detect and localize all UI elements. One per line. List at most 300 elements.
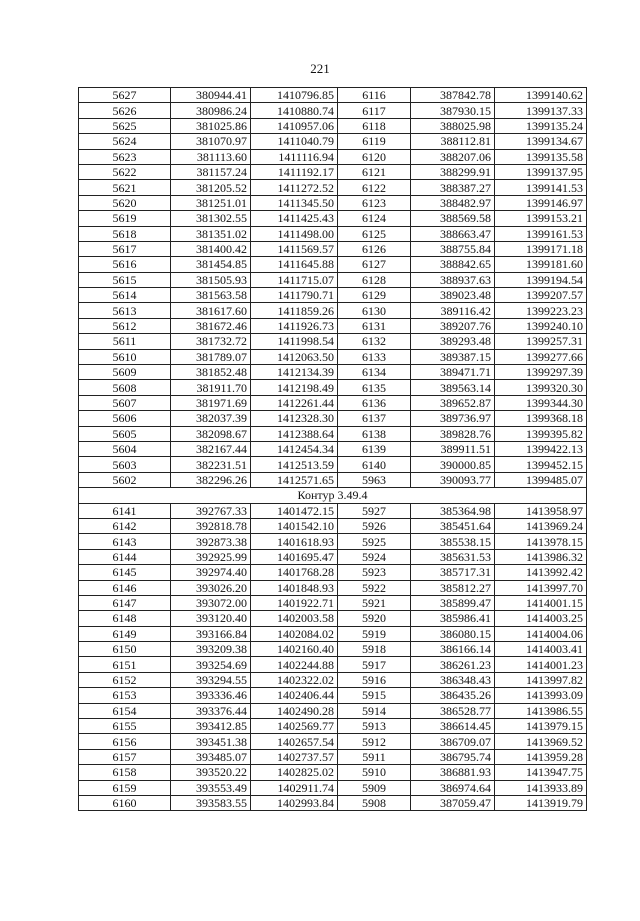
x-coordinate: 386166.14 — [411, 642, 495, 657]
point-number: 6148 — [79, 611, 171, 626]
x-coordinate: 387842.78 — [411, 88, 495, 103]
y-coordinate: 1399320.30 — [495, 380, 587, 395]
y-coordinate: 1413986.55 — [495, 703, 587, 718]
table-row — [79, 626, 587, 641]
y-coordinate: 1411645.88 — [251, 257, 338, 272]
point-number: 6134 — [338, 365, 411, 380]
table-row — [79, 349, 587, 364]
y-coordinate: 1402160.40 — [251, 642, 338, 657]
x-coordinate: 381617.60 — [171, 303, 251, 318]
point-number: 6159 — [79, 780, 171, 795]
table-row — [79, 211, 587, 226]
y-coordinate: 1399368.18 — [495, 411, 587, 426]
x-coordinate: 381971.69 — [171, 395, 251, 410]
point-number: 6120 — [338, 149, 411, 164]
point-number: 6138 — [338, 426, 411, 441]
point-number: 5610 — [79, 349, 171, 364]
y-coordinate: 1399161.53 — [495, 226, 587, 241]
point-number: 5915 — [338, 688, 411, 703]
y-coordinate: 1399207.57 — [495, 288, 587, 303]
y-coordinate: 1413969.52 — [495, 734, 587, 749]
x-coordinate: 387059.47 — [411, 795, 495, 810]
table-row — [79, 226, 587, 241]
y-coordinate: 1401618.93 — [251, 534, 338, 549]
y-coordinate: 1402657.54 — [251, 734, 338, 749]
x-coordinate: 381732.72 — [171, 334, 251, 349]
x-coordinate: 393120.40 — [171, 611, 251, 626]
x-coordinate: 393254.69 — [171, 657, 251, 672]
x-coordinate: 388112.81 — [411, 134, 495, 149]
x-coordinate: 381070.97 — [171, 134, 251, 149]
x-coordinate: 390093.77 — [411, 472, 495, 487]
x-coordinate: 389207.76 — [411, 318, 495, 333]
x-coordinate: 389293.48 — [411, 334, 495, 349]
point-number: 5911 — [338, 749, 411, 764]
y-coordinate: 1399140.62 — [495, 88, 587, 103]
point-number: 5625 — [79, 118, 171, 133]
y-coordinate: 1411859.26 — [251, 303, 338, 318]
table-row — [79, 472, 587, 487]
y-coordinate: 1414003.41 — [495, 642, 587, 657]
y-coordinate: 1399452.15 — [495, 457, 587, 472]
y-coordinate: 1399395.82 — [495, 426, 587, 441]
x-coordinate: 385986.41 — [411, 611, 495, 626]
x-coordinate: 389387.15 — [411, 349, 495, 364]
coordinates-block-1 — [79, 88, 587, 488]
point-number: 6141 — [79, 503, 171, 518]
x-coordinate: 386881.93 — [411, 765, 495, 780]
y-coordinate: 1413947.75 — [495, 765, 587, 780]
x-coordinate: 386261.23 — [411, 657, 495, 672]
point-number: 5605 — [79, 426, 171, 441]
table-row — [79, 149, 587, 164]
point-number: 5604 — [79, 441, 171, 456]
y-coordinate: 1410957.06 — [251, 118, 338, 133]
x-coordinate: 388299.91 — [411, 164, 495, 179]
x-coordinate: 381911.70 — [171, 380, 251, 395]
x-coordinate: 393520.22 — [171, 765, 251, 780]
x-coordinate: 382098.67 — [171, 426, 251, 441]
point-number: 6127 — [338, 257, 411, 272]
x-coordinate: 393412.85 — [171, 719, 251, 734]
y-coordinate: 1413978.15 — [495, 534, 587, 549]
y-coordinate: 1412571.65 — [251, 472, 338, 487]
point-number: 5609 — [79, 365, 171, 380]
y-coordinate: 1410880.74 — [251, 103, 338, 118]
table-row — [79, 426, 587, 441]
x-coordinate: 381025.86 — [171, 118, 251, 133]
page-number: 221 — [310, 61, 330, 76]
y-coordinate: 1411116.94 — [251, 149, 338, 164]
x-coordinate: 386080.15 — [411, 626, 495, 641]
y-coordinate: 1402993.84 — [251, 795, 338, 810]
x-coordinate: 381351.02 — [171, 226, 251, 241]
point-number: 5603 — [79, 457, 171, 472]
point-number: 5924 — [338, 549, 411, 564]
x-coordinate: 389911.51 — [411, 441, 495, 456]
point-number: 6126 — [338, 241, 411, 256]
x-coordinate: 393485.07 — [171, 749, 251, 764]
point-number: 6123 — [338, 195, 411, 210]
point-number: 5612 — [79, 318, 171, 333]
x-coordinate: 380986.24 — [171, 103, 251, 118]
x-coordinate: 389828.76 — [411, 426, 495, 441]
table-row — [79, 180, 587, 195]
x-coordinate: 381789.07 — [171, 349, 251, 364]
point-number: 6155 — [79, 719, 171, 734]
table-row — [79, 611, 587, 626]
y-coordinate: 1412454.34 — [251, 441, 338, 456]
y-coordinate: 1402406.44 — [251, 688, 338, 703]
x-coordinate: 389116.42 — [411, 303, 495, 318]
point-number: 6122 — [338, 180, 411, 195]
point-number: 5620 — [79, 195, 171, 210]
x-coordinate: 393072.00 — [171, 595, 251, 610]
y-coordinate: 1399223.23 — [495, 303, 587, 318]
y-coordinate: 1411498.00 — [251, 226, 338, 241]
x-coordinate: 381563.58 — [171, 288, 251, 303]
y-coordinate: 1399134.67 — [495, 134, 587, 149]
point-number: 5916 — [338, 672, 411, 687]
point-number: 6142 — [79, 518, 171, 533]
point-number: 6132 — [338, 334, 411, 349]
x-coordinate: 385538.15 — [411, 534, 495, 549]
x-coordinate: 393294.55 — [171, 672, 251, 687]
y-coordinate: 1412134.39 — [251, 365, 338, 380]
point-number: 5910 — [338, 765, 411, 780]
table-row — [79, 672, 587, 687]
y-coordinate: 1412513.59 — [251, 457, 338, 472]
x-coordinate: 386795.74 — [411, 749, 495, 764]
point-number: 5963 — [338, 472, 411, 487]
table-row — [79, 118, 587, 133]
point-number: 6151 — [79, 657, 171, 672]
x-coordinate: 386709.07 — [411, 734, 495, 749]
point-number: 5606 — [79, 411, 171, 426]
point-number: 5614 — [79, 288, 171, 303]
y-coordinate: 1411192.17 — [251, 164, 338, 179]
y-coordinate: 1401542.10 — [251, 518, 338, 533]
point-number: 6143 — [79, 534, 171, 549]
table-row — [79, 503, 587, 518]
table-row — [79, 380, 587, 395]
x-coordinate: 393336.46 — [171, 688, 251, 703]
x-coordinate: 381400.42 — [171, 241, 251, 256]
point-number: 5909 — [338, 780, 411, 795]
x-coordinate: 388387.27 — [411, 180, 495, 195]
y-coordinate: 1413993.09 — [495, 688, 587, 703]
x-coordinate: 393583.55 — [171, 795, 251, 810]
y-coordinate: 1402490.28 — [251, 703, 338, 718]
table-row — [79, 441, 587, 456]
table-row — [79, 595, 587, 610]
x-coordinate: 381672.46 — [171, 318, 251, 333]
point-number: 6135 — [338, 380, 411, 395]
point-number: 6130 — [338, 303, 411, 318]
table-row — [79, 795, 587, 810]
y-coordinate: 1412261.44 — [251, 395, 338, 410]
y-coordinate: 1399137.33 — [495, 103, 587, 118]
point-number: 5616 — [79, 257, 171, 272]
point-number: 6124 — [338, 211, 411, 226]
x-coordinate: 389563.14 — [411, 380, 495, 395]
y-coordinate: 1414001.23 — [495, 657, 587, 672]
point-number: 5615 — [79, 272, 171, 287]
x-coordinate: 388025.98 — [411, 118, 495, 133]
x-coordinate: 381205.52 — [171, 180, 251, 195]
y-coordinate: 1399171.18 — [495, 241, 587, 256]
y-coordinate: 1414003.25 — [495, 611, 587, 626]
y-coordinate: 1413919.79 — [495, 795, 587, 810]
x-coordinate: 390000.85 — [411, 457, 495, 472]
y-coordinate: 1411040.79 — [251, 134, 338, 149]
point-number: 5914 — [338, 703, 411, 718]
x-coordinate: 389736.97 — [411, 411, 495, 426]
y-coordinate: 1399485.07 — [495, 472, 587, 487]
table-row — [79, 642, 587, 657]
y-coordinate: 1413992.42 — [495, 565, 587, 580]
x-coordinate: 393209.38 — [171, 642, 251, 657]
point-number: 5912 — [338, 734, 411, 749]
y-coordinate: 1399422.13 — [495, 441, 587, 456]
x-coordinate: 393376.44 — [171, 703, 251, 718]
y-coordinate: 1413986.32 — [495, 549, 587, 564]
x-coordinate: 392925.99 — [171, 549, 251, 564]
y-coordinate: 1399141.53 — [495, 180, 587, 195]
point-number: 6116 — [338, 88, 411, 103]
point-number: 6160 — [79, 795, 171, 810]
table-row — [79, 565, 587, 580]
point-number: 6152 — [79, 672, 171, 687]
point-number: 6145 — [79, 565, 171, 580]
x-coordinate: 381251.01 — [171, 195, 251, 210]
x-coordinate: 392767.33 — [171, 503, 251, 518]
table-row — [79, 195, 587, 210]
table-row — [79, 395, 587, 410]
point-number: 6149 — [79, 626, 171, 641]
x-coordinate: 393451.38 — [171, 734, 251, 749]
point-number: 5908 — [338, 795, 411, 810]
point-number: 6137 — [338, 411, 411, 426]
point-number: 6153 — [79, 688, 171, 703]
point-number: 5921 — [338, 595, 411, 610]
coordinates-table — [78, 87, 587, 811]
y-coordinate: 1411345.50 — [251, 195, 338, 210]
y-coordinate: 1399135.24 — [495, 118, 587, 133]
y-coordinate: 1402737.57 — [251, 749, 338, 764]
point-number: 6136 — [338, 395, 411, 410]
x-coordinate: 385899.47 — [411, 595, 495, 610]
x-coordinate: 385717.31 — [411, 565, 495, 580]
x-coordinate: 386528.77 — [411, 703, 495, 718]
table-row — [79, 534, 587, 549]
y-coordinate: 1401695.47 — [251, 549, 338, 564]
point-number: 6118 — [338, 118, 411, 133]
point-number: 5622 — [79, 164, 171, 179]
y-coordinate: 1399181.60 — [495, 257, 587, 272]
point-number: 5923 — [338, 565, 411, 580]
y-coordinate: 1411926.73 — [251, 318, 338, 333]
x-coordinate: 389023.48 — [411, 288, 495, 303]
x-coordinate: 393553.49 — [171, 780, 251, 795]
table-row — [79, 518, 587, 533]
y-coordinate: 1412063.50 — [251, 349, 338, 364]
y-coordinate: 1399137.95 — [495, 164, 587, 179]
x-coordinate: 385812.27 — [411, 580, 495, 595]
x-coordinate: 386614.45 — [411, 719, 495, 734]
x-coordinate: 386348.43 — [411, 672, 495, 687]
y-coordinate: 1401472.15 — [251, 503, 338, 518]
point-number: 6146 — [79, 580, 171, 595]
y-coordinate: 1399135.58 — [495, 149, 587, 164]
x-coordinate: 392974.40 — [171, 565, 251, 580]
point-number: 5626 — [79, 103, 171, 118]
y-coordinate: 1399344.30 — [495, 395, 587, 410]
y-coordinate: 1413997.70 — [495, 580, 587, 595]
section-row — [79, 488, 587, 503]
x-coordinate: 388569.58 — [411, 211, 495, 226]
point-number: 5927 — [338, 503, 411, 518]
point-number: 6144 — [79, 549, 171, 564]
coordinates-block-2 — [79, 503, 587, 811]
y-coordinate: 1410796.85 — [251, 88, 338, 103]
point-number: 5922 — [338, 580, 411, 595]
table-row — [79, 241, 587, 256]
point-number: 6158 — [79, 765, 171, 780]
x-coordinate: 388842.65 — [411, 257, 495, 272]
point-number: 6140 — [338, 457, 411, 472]
x-coordinate: 389652.87 — [411, 395, 495, 410]
table-row — [79, 257, 587, 272]
point-number: 6156 — [79, 734, 171, 749]
table-row — [79, 365, 587, 380]
y-coordinate: 1399257.31 — [495, 334, 587, 349]
y-coordinate: 1413959.28 — [495, 749, 587, 764]
x-coordinate: 382231.51 — [171, 457, 251, 472]
point-number: 6147 — [79, 595, 171, 610]
x-coordinate: 381505.93 — [171, 272, 251, 287]
point-number: 5617 — [79, 241, 171, 256]
table-row — [79, 318, 587, 333]
point-number: 5926 — [338, 518, 411, 533]
point-number: 6125 — [338, 226, 411, 241]
table-row — [79, 688, 587, 703]
x-coordinate: 389471.71 — [411, 365, 495, 380]
point-number: 5608 — [79, 380, 171, 395]
y-coordinate: 1401848.93 — [251, 580, 338, 595]
table-row — [79, 164, 587, 179]
point-number: 6157 — [79, 749, 171, 764]
point-number: 5613 — [79, 303, 171, 318]
x-coordinate: 392818.78 — [171, 518, 251, 533]
y-coordinate: 1413958.97 — [495, 503, 587, 518]
x-coordinate: 382167.44 — [171, 441, 251, 456]
y-coordinate: 1402322.02 — [251, 672, 338, 687]
section-title: Контур 3.49.4 — [79, 488, 587, 503]
table-row — [79, 411, 587, 426]
point-number: 5611 — [79, 334, 171, 349]
x-coordinate: 387930.15 — [411, 103, 495, 118]
y-coordinate: 1412328.30 — [251, 411, 338, 426]
y-coordinate: 1412198.49 — [251, 380, 338, 395]
y-coordinate: 1402911.74 — [251, 780, 338, 795]
x-coordinate: 388207.06 — [411, 149, 495, 164]
x-coordinate: 388755.84 — [411, 241, 495, 256]
y-coordinate: 1413979.15 — [495, 719, 587, 734]
x-coordinate: 381113.60 — [171, 149, 251, 164]
x-coordinate: 381454.85 — [171, 257, 251, 272]
y-coordinate: 1411569.57 — [251, 241, 338, 256]
point-number: 5623 — [79, 149, 171, 164]
point-number: 5619 — [79, 211, 171, 226]
point-number: 5607 — [79, 395, 171, 410]
point-number: 5913 — [338, 719, 411, 734]
x-coordinate: 386435.26 — [411, 688, 495, 703]
y-coordinate: 1411998.54 — [251, 334, 338, 349]
y-coordinate: 1399194.54 — [495, 272, 587, 287]
x-coordinate: 392873.38 — [171, 534, 251, 549]
x-coordinate: 385451.64 — [411, 518, 495, 533]
table-row — [79, 549, 587, 564]
point-number: 6117 — [338, 103, 411, 118]
table-row — [79, 580, 587, 595]
point-number: 6131 — [338, 318, 411, 333]
x-coordinate: 393166.84 — [171, 626, 251, 641]
table-row — [79, 765, 587, 780]
y-coordinate: 1412388.64 — [251, 426, 338, 441]
point-number: 5925 — [338, 534, 411, 549]
table-row — [79, 272, 587, 287]
y-coordinate: 1413997.82 — [495, 672, 587, 687]
y-coordinate: 1399297.39 — [495, 365, 587, 380]
table-row — [79, 657, 587, 672]
point-number: 6150 — [79, 642, 171, 657]
x-coordinate: 385364.98 — [411, 503, 495, 518]
y-coordinate: 1411790.71 — [251, 288, 338, 303]
table-row — [79, 88, 587, 103]
x-coordinate: 385631.53 — [411, 549, 495, 564]
y-coordinate: 1399240.10 — [495, 318, 587, 333]
y-coordinate: 1402825.02 — [251, 765, 338, 780]
y-coordinate: 1411425.43 — [251, 211, 338, 226]
table-row — [79, 780, 587, 795]
x-coordinate: 381852.48 — [171, 365, 251, 380]
y-coordinate: 1413969.24 — [495, 518, 587, 533]
x-coordinate: 382037.39 — [171, 411, 251, 426]
y-coordinate: 1414004.06 — [495, 626, 587, 641]
x-coordinate: 388663.47 — [411, 226, 495, 241]
table-row — [79, 303, 587, 318]
x-coordinate: 386974.64 — [411, 780, 495, 795]
point-number: 5920 — [338, 611, 411, 626]
x-coordinate: 388937.63 — [411, 272, 495, 287]
point-number: 6119 — [338, 134, 411, 149]
table-row — [79, 134, 587, 149]
point-number: 5624 — [79, 134, 171, 149]
y-coordinate: 1399153.21 — [495, 211, 587, 226]
y-coordinate: 1411715.07 — [251, 272, 338, 287]
point-number: 6121 — [338, 164, 411, 179]
y-coordinate: 1414001.15 — [495, 595, 587, 610]
point-number: 6128 — [338, 272, 411, 287]
y-coordinate: 1401922.71 — [251, 595, 338, 610]
point-number: 5917 — [338, 657, 411, 672]
x-coordinate: 381302.55 — [171, 211, 251, 226]
y-coordinate: 1401768.28 — [251, 565, 338, 580]
y-coordinate: 1399146.97 — [495, 195, 587, 210]
x-coordinate: 380944.41 — [171, 88, 251, 103]
point-number: 5602 — [79, 472, 171, 487]
